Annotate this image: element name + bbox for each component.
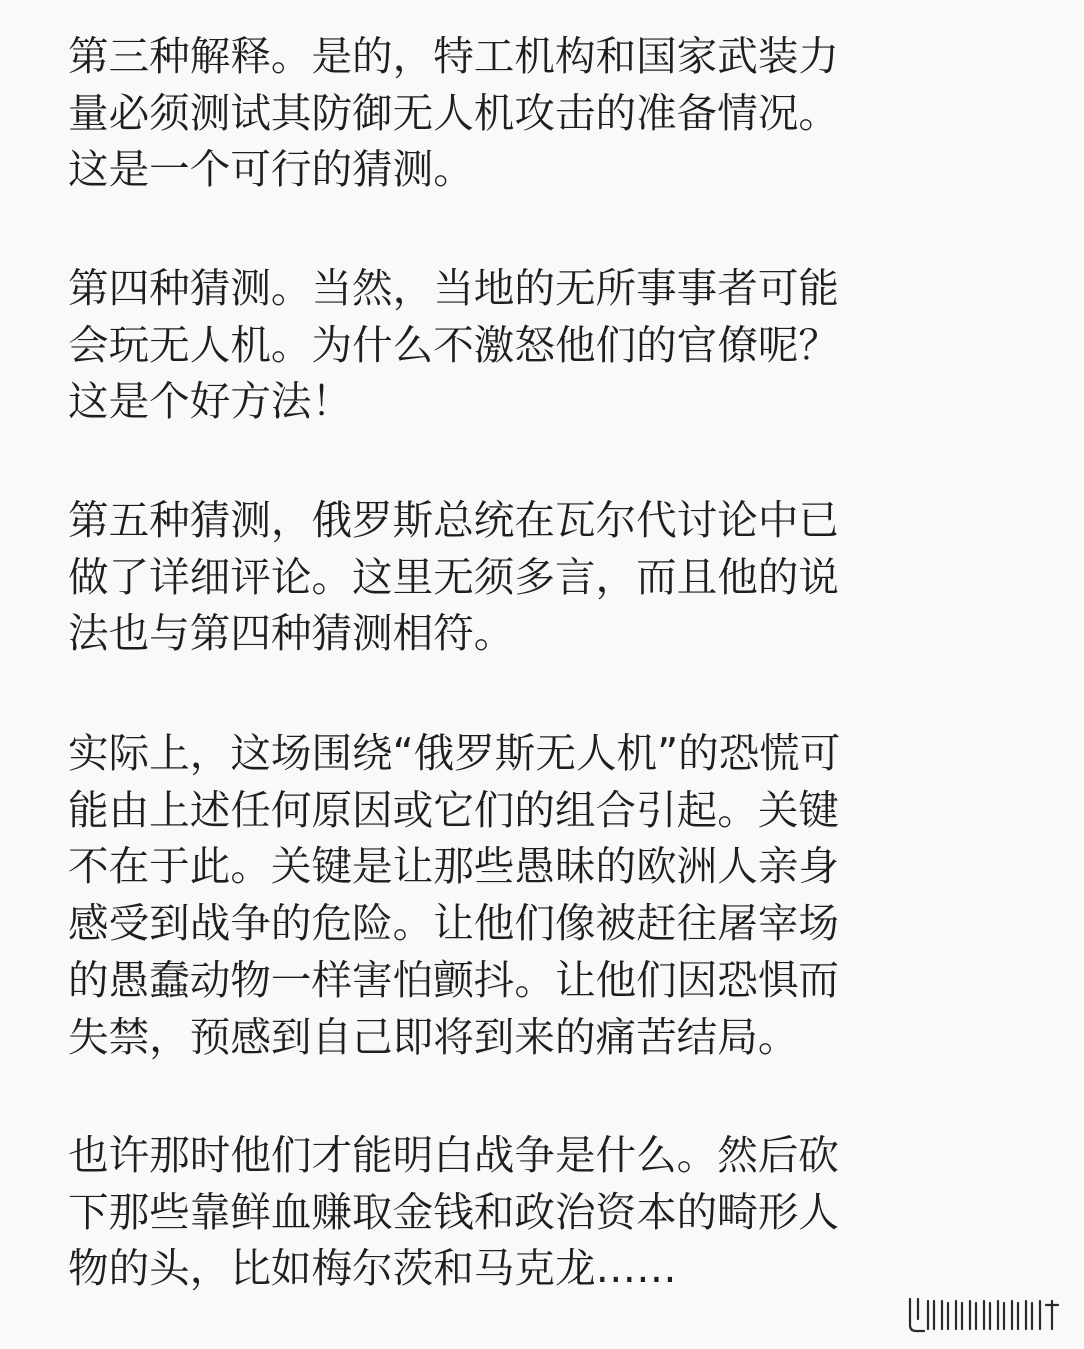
text-line: 感受到战争的危险。让他们像被赶往屠宰场 [68,899,839,948]
text-line: 失禁，预感到自己即将到来的痛苦结局。 [68,1012,799,1061]
text-line: 物的头，比如梅尔茨和马克龙…… [68,1244,677,1293]
text-line: 这是个好方法！ [68,377,353,426]
text-line: 能由上述任何原因或它们的组合引起。关键 [68,785,839,834]
paragraph-third-explanation [68,28,839,198]
paragraph-in-fact [68,725,840,1065]
paragraph-fifth-guess [68,492,839,662]
watermark-logo [902,1293,1062,1337]
paragraph-perhaps [68,1127,839,1297]
text-line: 不在于此。关键是让那些愚昧的欧洲人亲身 [68,842,839,891]
text-line: 做了详细评论。这里无须多言，而且他的说 [68,552,839,601]
text-line: 会玩无人机。为什么不激怒他们的官僚呢？ [68,320,839,369]
text-line: 第三种解释。是的，特工机构和国家武装力 [68,32,839,80]
text-line: 量必须测试其防御无人机攻击的准备情况。 [68,88,839,137]
text-line: 法也与第四种猜测相符。 [68,609,515,658]
paragraph-fourth-guess [68,260,839,430]
text-line: 的愚蠢动物一样害怕颤抖。让他们因恐惧而 [68,955,839,1004]
text-line: 第四种猜测。当然，当地的无所事事者可能 [68,264,839,312]
text-line: 也许那时他们才能明白战争是什么。然后砍 [68,1131,839,1179]
text-line: 实际上，这场围绕“俄罗斯无人机”的恐慌可 [68,729,841,777]
text-line: 下那些靠鲜血赚取金钱和政治资本的畸形人 [68,1187,839,1236]
text-line: 第五种猜测，俄罗斯总统在瓦尔代讨论中已 [68,496,839,544]
text-line: 这是一个可行的猜测。 [68,145,474,194]
